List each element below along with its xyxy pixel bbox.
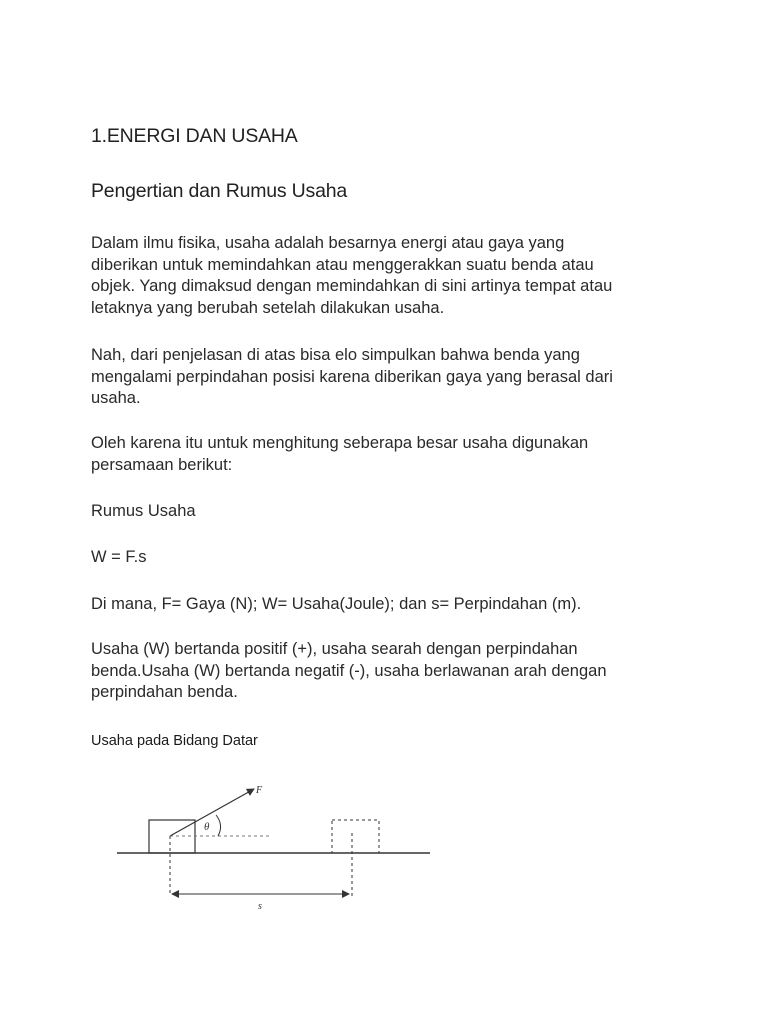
force-label: F bbox=[256, 785, 263, 796]
formula-variables bbox=[91, 594, 581, 616]
paragraph-line: letaknya yang berubah setelah dilakukan usaha. bbox=[91, 298, 445, 317]
formula-heading bbox=[91, 501, 196, 523]
paragraph-line: W = F.s bbox=[91, 548, 147, 566]
paragraph-line: benda.Usaha (W) bertanda negatif (-), usaha berlawanan arah dengan bbox=[91, 661, 607, 680]
work-diagram bbox=[112, 778, 442, 918]
displacement-arrow-start bbox=[171, 890, 179, 898]
paragraph-definition bbox=[91, 233, 612, 319]
angle-arc bbox=[216, 815, 221, 836]
paragraph-sign bbox=[91, 639, 607, 704]
page-title: 1.ENERGI DAN USAHA bbox=[91, 125, 298, 147]
paragraph-line: Nah, dari penjelasan di atas bisa elo simpulkan bahwa benda yang bbox=[91, 346, 580, 364]
paragraph-line: Rumus Usaha bbox=[91, 502, 196, 520]
formula bbox=[91, 547, 146, 569]
paragraph-line: objek. Yang dimaksud dengan memindahkan di sini artinya tempat atau bbox=[91, 277, 613, 295]
section-heading-flat-plane: Usaha pada Bidang Datar bbox=[91, 733, 258, 749]
paragraph-line: perpindahan benda. bbox=[91, 683, 238, 701]
paragraph-equation-intro bbox=[91, 433, 588, 476]
paragraph-conclusion bbox=[91, 345, 613, 410]
force-arrow bbox=[170, 789, 254, 836]
block-final bbox=[332, 820, 379, 853]
paragraph-line: Dalam ilmu fisika, usaha adalah besarnya energi atau gaya yang bbox=[91, 234, 565, 252]
paragraph-line: persamaan berikut: bbox=[91, 455, 233, 474]
angle-label: θ bbox=[204, 821, 210, 833]
displacement-label: s bbox=[258, 901, 262, 912]
paragraph-line: mengalami perpindahan posisi karena diberikan gaya yang berasal dari bbox=[91, 367, 613, 386]
paragraph-line: diberikan untuk memindahkan atau menggerakkan suatu benda atau bbox=[91, 255, 594, 274]
paragraph-line: usaha. bbox=[91, 389, 141, 407]
section-subtitle: Pengertian dan Rumus Usaha bbox=[91, 180, 348, 202]
paragraph-line: Usaha (W) bertanda positif (+), usaha searah dengan perpindahan bbox=[91, 640, 578, 658]
paragraph-line: Di mana, F= Gaya (N); W= Usaha(Joule); dan s= Perpindahan (m). bbox=[91, 595, 582, 613]
paragraph-line: Oleh karena itu untuk menghitung seberapa besar usaha digunakan bbox=[91, 434, 589, 452]
